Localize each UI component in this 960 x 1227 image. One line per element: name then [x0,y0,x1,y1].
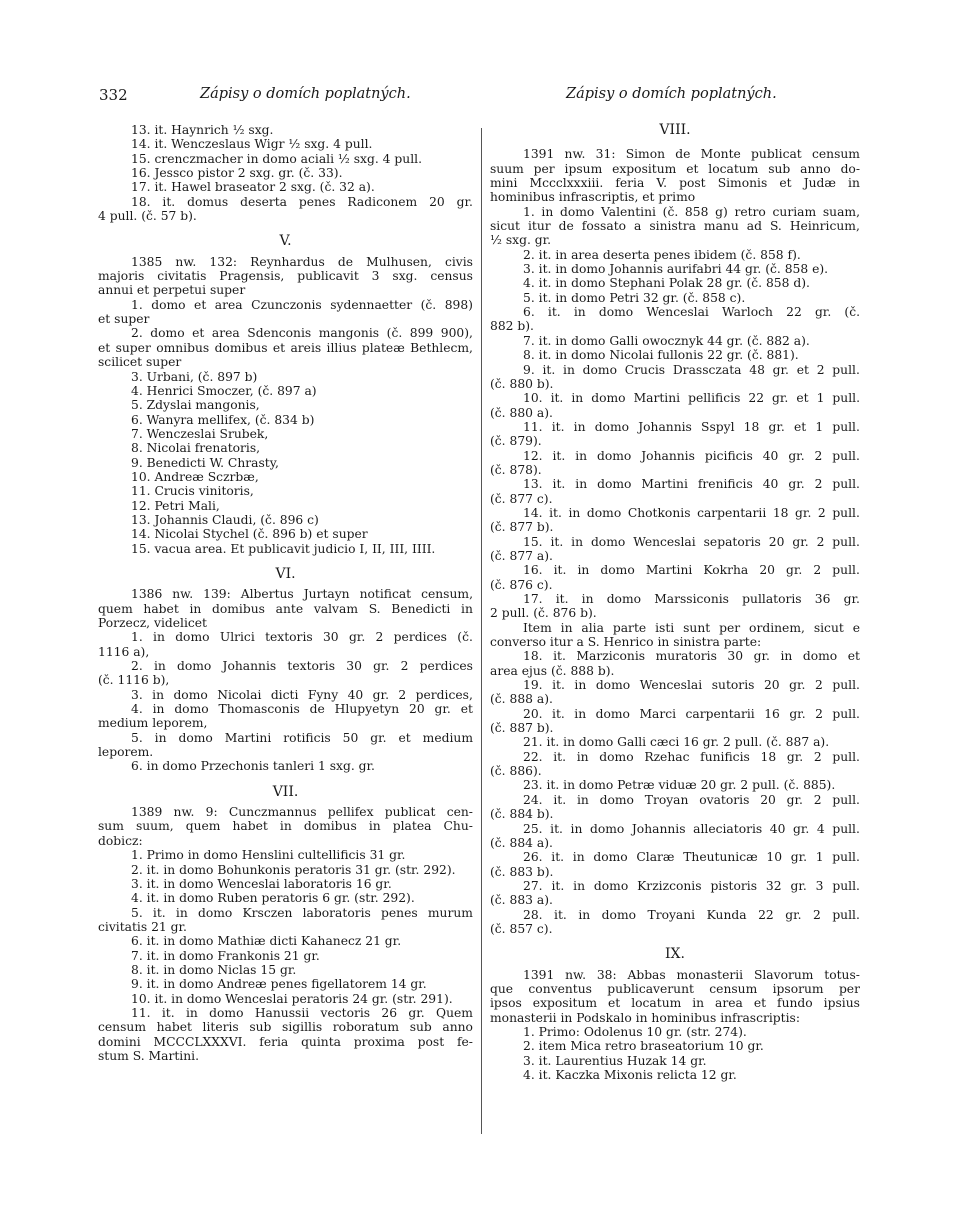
text-line: 14. Nicolai Stychel (č. 896 b) et super [131,527,368,542]
text-line: civitatis 21 gr. [98,919,187,934]
text-line: scilicet super [98,355,182,370]
text-line: 16. Jessco pistor 2 sxg. gr. (č. 33). [131,166,343,181]
text-line: 7. it. in domo Frankonis 21 gr. [131,948,320,963]
running-head-left: Zápisy o domích poplatných. [200,86,411,102]
text-line: censum habet literis sub sigillis roboratum sub anno [98,1020,473,1035]
text-line: leporem. [98,745,154,760]
text-line: (č. 884 b). [490,807,554,822]
text-line: 5. it. in domo Petri 32 gr. (č. 858 c). [523,290,746,305]
text-line: domini MCCCLXXXVI. feria quinta proxima post fe- [98,1034,473,1049]
text-line: 7. Wenczeslai Srubek, [131,426,269,441]
text-line: (č. 880 a). [490,405,553,420]
text-line: (č. 880 b). [490,376,554,391]
text-line: 9. Benedicti W. Chrasty, [131,455,279,470]
text-line: 3. it. in domo Wenceslai laboratoris 16 gr. [131,876,392,891]
text-line: (č. 883 a). [490,893,553,908]
text-line: (č. 1116 b), [98,673,170,688]
text-line: 20. it. in domo Marci carpentarii 16 gr. 2 pull. [523,706,860,721]
text-line: 17. it. Hawel braseator 2 sxg. (č. 32 a). [131,180,375,195]
text-line: 6. it. in domo Mathiæ dicti Kahanecz 21 gr. [131,934,402,949]
text-line: 15. vacua area. Et publicavit judicio I, II, III, IIII. [131,541,436,556]
text-line: 4. in domo Thomasconis de Hlupyetyn 20 gr. et [131,702,473,717]
text-line: 10. it. in domo Wenceslai peratoris 24 gr. (str. 291). [131,991,453,1006]
text-line: (č. 879). [490,434,542,449]
text-line: 882 b). [490,319,534,334]
text-line: et super omnibus domibus et areis illius plateæ Bethlecm, [98,340,473,355]
text-line: 26. it. in domo Claræ Theutunicæ 10 gr. 1 pull. [523,850,860,865]
page-header [0,86,960,110]
text-line: 2. in domo Johannis textoris 30 gr. 2 perdices [131,659,473,674]
text-line: 15. it. in domo Wenceslai sepatoris 20 gr. 2 pull. [523,534,860,549]
text-line: 28. it. in domo Troyani Kunda 22 gr. 2 pull. [523,907,860,922]
text-line: majoris civitatis Pragensis, publicavit 3 sxg. census [98,269,473,284]
text-line: 13. it. Haynrich ½ sxg. [131,123,274,137]
text-line: et super [98,312,150,327]
column-divider [481,128,482,1134]
text-line: 8. it. in domo Niclas 15 gr. [131,962,297,977]
text-line: 4. it. Kaczka Mixonis relicta 12 gr. [523,1068,737,1082]
text-line: 24. it. in domo Troyan ovatoris 20 gr. 2 pull. [523,792,860,807]
text-line: (č. 888 a). [490,692,553,707]
text-line: 2. it. in domo Bohunkonis peratoris 31 gr. (str. 292). [131,862,456,877]
text-line: 11. it. in domo Hanussii vectoris 26 gr. Quem [131,1005,473,1020]
text-line: Item in alia parte isti sunt per ordinem, sicut e [523,620,860,635]
text-line: 19. it. in domo Wenceslai sutoris 20 gr. 2 pull. [523,678,860,693]
text-line: 2. domo et area Sdenconis mangonis (č. 899 900), [131,326,473,341]
section-heading: IX. [665,946,685,963]
text-line: 6. in domo Przechonis tanleri 1 sxg. gr. [131,759,375,774]
text-line: 5. in domo Martini rotificis 50 gr. et medium [131,730,473,745]
text-line: 1. in domo Ulrici textoris 30 gr. 2 perdices (č. [131,630,473,645]
text-line: 1389 nw. 9: Cunczmannus pellifex publicat cen- [131,805,473,820]
text-line: 18. it. Marziconis muratoris 30 gr. in domo et [523,649,860,664]
text-line: stum S. Martini. [98,1048,199,1063]
section-heading: VI. [275,565,296,582]
text-line: 14. it. Wenczeslaus Wigr ½ sxg. 4 pull. [131,137,373,152]
text-line: (č. 876 c). [490,577,553,592]
text-line: suum per ipsum expositum et locatum sub anno do- [490,161,860,176]
text-line: 11. Crucis vinitoris, [131,484,254,499]
section-heading: V. [279,233,292,250]
text-line: 15. crenczmacher in domo aciali ½ sxg. 4 pull. [131,151,422,166]
section-heading: VII. [272,783,299,800]
text-line: 21. it. in domo Galli cæci 16 gr. 2 pull. (č. 887 a). [523,735,830,750]
text-line: (č. 877 b). [490,520,554,535]
left-column [98,123,473,1063]
text-line: (č. 878). [490,462,542,477]
text-line: 2. it. in area deserta penes ibidem (č. 858 f). [523,247,801,262]
text-line: (č. 877 c). [490,491,553,506]
text-line: 6. Wanyra mellifex, (č. 834 b) [131,412,315,427]
text-line: (č. 884 a). [490,835,553,850]
text-line: mini Mccclxxxiii. feria V. post Simonis et Judæ in [490,176,860,191]
text-line: 2 pull. (č. 876 b). [490,606,597,621]
text-line: 3. it. in domo Johannis aurifabri 44 gr. (č. 858 e). [523,262,829,277]
text-line: 1391 nw. 31: Simon de Monte publicat censum [523,147,860,162]
text-line: 1. Primo in domo Henslini cultellificis 31 gr. [131,848,406,863]
text-line: quem habet in domibus ante valvam S. Benedicti in [98,601,473,616]
text-line: 8. Nicolai frenatoris, [131,441,261,456]
text-line: sicut itur de fossato a sinistra manu ad S. Heinricum, [490,219,860,234]
text-line: 17. it. in domo Marssiconis pullatoris 36 gr. [523,592,860,606]
text-line: 13. it. in domo Martini frenificis 40 gr. 2 pull. [523,477,860,492]
text-line: sum suum, quem habet in domibus in platea Chu- [98,819,473,834]
text-line: 4. Henrici Smoczer, (č. 897 a) [131,383,317,398]
text-line: 23. it. in domo Petræ viduæ 20 gr. 2 pull. (č. 885). [523,778,836,793]
text-line: 7. it. in domo Galli owocznyk 44 gr. (č. 882 a). [523,333,810,348]
text-line: 3. Urbani, (č. 897 b) [131,369,258,384]
text-line: 1391 nw. 38: Abbas monasterii Slavorum totus- [523,967,860,982]
text-line: area ejus (č. 888 b). [490,663,615,678]
text-line: 18. it. domus deserta penes Radiconem 20 gr. [131,194,473,209]
text-line: 8. it. in domo Nicolai fullonis 22 gr. (č. 881). [523,348,799,363]
text-line: 5. Zdyslai mangonis, [131,398,260,413]
text-line: 9. it. in domo Crucis Drassczata 48 gr. et 2 pull. [523,362,860,377]
text-line: 1. domo et area Czunczonis sydennaetter (č. 898) [131,297,473,312]
text-line: dobicz: [98,833,143,848]
text-line: (č. 857 c). [490,921,553,936]
text-line: 27. it. in domo Krzizconis pistoris 32 gr. 3 pull. [523,878,860,893]
text-line: 22. it. in domo Rzehac funificis 18 gr. 2 pull. [523,749,860,764]
text-line: 4. it. in domo Stephani Polak 28 gr. (č. 858 d). [523,276,810,291]
text-line: 1. Primo: Odolenus 10 gr. (str. 274). [523,1024,747,1039]
section-heading: VIII. [659,122,691,138]
text-line: Porzecz, videlicet [98,616,207,630]
text-line: 12. Petri Mali, [131,498,220,513]
text-line: 3. it. Laurentius Huzak 14 gr. [523,1053,707,1068]
text-line: 14. it. in domo Chotkonis carpentarii 18 gr. 2 pull. [523,505,860,520]
text-line: que conventus publicaverunt censum ipsorum per [490,981,860,996]
text-line: 5. it. in domo Krsczen laboratoris penes murum [131,905,473,920]
running-head-right: Zápisy o domích poplatných. [566,86,777,102]
text-line: hominibus infrascriptis, et primo [490,190,696,205]
text-line: 9. it. in domo Andreæ penes figellatorem 14 gr. [131,977,427,992]
text-line: ipsos expositum et locatum in area et fundo ipsius [490,996,860,1011]
text-line: converso itur a S. Henrico in sinistra parte: [490,635,762,650]
text-line: 1. in domo Valentini (č. 858 g) retro curiam suam, [523,204,860,219]
text-line: 2. item Mica retro braseatorium 10 gr. [523,1039,764,1054]
text-line: 10. it. in domo Martini pellificis 22 gr. et 1 pull. [523,391,860,406]
right-column [490,123,860,1082]
text-line: 3. in domo Nicolai dicti Fyny 40 gr. 2 perdices, [131,687,473,702]
text-line: (č. 886). [490,764,542,779]
page-number: 332 [99,86,128,104]
text-line: (č. 883 b). [490,864,554,879]
text-line: (č. 887 b). [490,721,554,736]
text-line: 10. Andreæ Sczrbæ, [131,469,259,484]
text-line: 4 pull. (č. 57 b). [98,209,197,224]
text-line: 25. it. in domo Johannis alleciatoris 40 gr. 4 pull. [523,821,860,836]
text-line: 1385 nw. 132: Reynhardus de Mulhusen, civis [131,254,473,269]
text-line: 16. it. in domo Martini Kokrha 20 gr. 2 pull. [523,563,860,578]
text-line: monasterii in Podskalo in hominibus infrascriptis: [490,1010,801,1025]
text-line: 11. it. in domo Johannis Sspyl 18 gr. et 1 pull. [523,419,860,434]
text-line: 13. Johannis Claudi, (č. 896 c) [131,512,319,527]
text-line: 4. it. in domo Ruben peratoris 6 gr. (str. 292). [131,891,415,906]
text-line: 1386 nw. 139: Albertus Jurtayn notificat censum, [131,587,473,602]
text-line: (č. 877 a). [490,548,553,563]
text-line: medium leporem, [98,716,208,731]
text-line: ½ sxg. gr. [490,233,552,248]
text-line: annui et perpetui super [98,283,246,298]
text-line: 6. it. in domo Wenceslai Warloch 22 gr. (č. [523,305,860,320]
text-line: 12. it. in domo Johannis picificis 40 gr. 2 pull. [523,448,860,463]
text-line: 1116 a), [98,644,150,659]
